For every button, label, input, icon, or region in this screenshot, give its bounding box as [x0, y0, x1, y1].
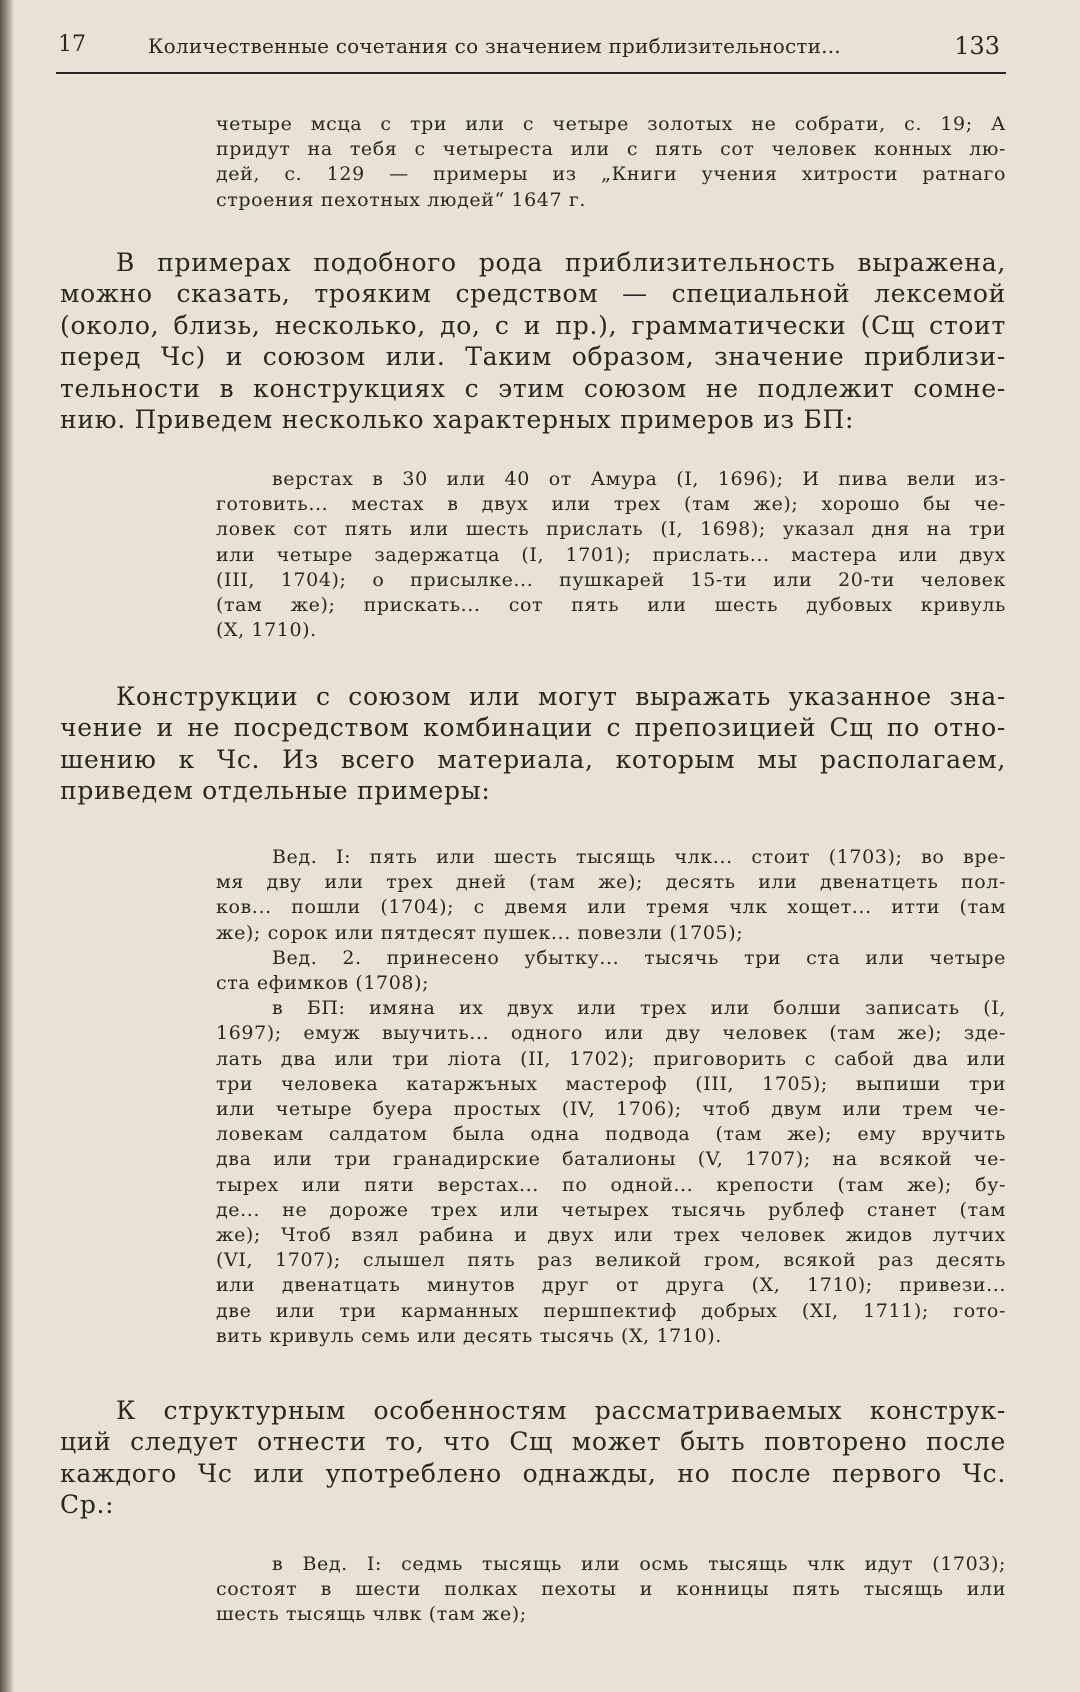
body-paragraph-3: [60, 1395, 1006, 1521]
text-line: верстах в 30 или 40 от Амура (I, 1696); И пива вели из-: [272, 468, 1006, 490]
text-line: четыре мсца с три или с четыре золотых не собрати, с. 19; А: [216, 113, 1006, 135]
text-line: в Вед. I: седмь тысящь или осмь тысящь члк идут (1703);: [272, 1553, 1006, 1575]
example-quote-2: [216, 467, 1006, 643]
text-line: де... не дороже трех или четырех тысячь рублеф станет (там: [216, 1198, 1006, 1221]
text-line: 1697); емуж выучить... одного или дву человек (там же); зде-: [216, 1022, 1006, 1045]
text-line: две или три карманных першпектиф добрых (XI, 1711); гото-: [216, 1299, 1006, 1322]
body-paragraph-1: [60, 247, 1006, 435]
text-line: (там же); прискать... сот пять или шесть дубовых кривуль: [216, 594, 1006, 617]
text-line: лать два или три лiота (II, 1702); приговорить с сабой два или: [216, 1047, 1006, 1070]
text-line: (X, 1710).: [216, 619, 317, 642]
text-line: ций следует отнести то, что Сщ может быть повторено после: [60, 1427, 1006, 1457]
text-line: мя дву или трех дней (там же); десять или двенатцеть пол-: [216, 871, 1006, 894]
text-line: или двенатцать минутов друг от друга (X, 1710); привези...: [216, 1274, 1006, 1297]
text-line: К структурным особенностям рассматриваемых конструк-: [116, 1396, 1006, 1425]
left-page-number: 17: [58, 32, 86, 57]
text-line: три человека катаржъных мастероф (III, 1705); выпиши три: [216, 1072, 1006, 1095]
text-line: нию. Приведем несколько характерных примеров из БП:: [60, 405, 855, 435]
text-line: состоят в шести полках пехоты и конницы пять тысящь или: [216, 1578, 1006, 1601]
text-line: шесть тысящь члвк (там же);: [216, 1603, 527, 1626]
text-line: готовить... местах в двух или трех (там же); хорошо бы че-: [216, 493, 1006, 516]
text-line: Ср.:: [60, 1490, 115, 1520]
text-line: ков... пошли (1704); с двемя или тремя члк хощет... итти (там: [216, 896, 1006, 919]
running-title: Количественные сочетания со значением приблизительности...: [148, 34, 841, 58]
text-line: тырех или пяти верстах... по одной... крепости (там же); бу-: [216, 1173, 1006, 1196]
page-number: 133: [954, 32, 1000, 60]
text-line: вить кривуль семь или десять тысячь (X, 1710).: [216, 1324, 722, 1347]
text-line: или четыре буера простых (IV, 1706); чтоб двум или трем че-: [216, 1098, 1006, 1121]
text-line: перед Чс) и союзом или. Таким образом, значение приблизи-: [60, 342, 1006, 372]
text-line: приведем отдельные примеры:: [60, 776, 491, 806]
text-line: ловек сот пять или шесть прислать (I, 1698); указал дня на три: [216, 518, 1006, 541]
header-rule: [56, 72, 1006, 74]
text-line: ста ефимков (1708);: [216, 972, 430, 995]
text-line: Вед. 2. принесено убытку... тысячь три ста или четыре: [272, 946, 1006, 969]
body-paragraph-2: [60, 681, 1006, 807]
text-line: придут на тебя с четыреста или с пять сот человек конных лю-: [216, 138, 1006, 161]
example-quote-3: [216, 845, 1006, 1349]
text-line: шению к Чс. Из всего материала, которым мы располагаем,: [60, 744, 1006, 774]
text-line: ловекам салдатом была одна подвода (там же); ему вручить: [216, 1123, 1006, 1146]
example-quote-1: [216, 112, 1006, 213]
book-spine-shadow: [0, 0, 14, 1692]
text-line: Конструкции с союзом или могут выражать указанное зна-: [116, 682, 1006, 711]
text-line: (около, близь, несколько, до, с и пр.), грамматически (Сщ стоит: [60, 310, 1006, 340]
text-line: строения пехотных людей“ 1647 г.: [216, 188, 587, 211]
text-line: (III, 1704); о присылке... пушкарей 15-ти или 20-ти человек: [216, 568, 1006, 591]
text-line: Вед. I: пять или шесть тысящь члк... стоит (1703); во вре-: [272, 846, 1006, 868]
text-line: можно сказать, трояким средством — специальной лексемой: [60, 279, 1006, 309]
text-line: (VI, 1707); слышел пять раз великой гром, всякой раз десять: [216, 1249, 1006, 1272]
text-line: же); сорок или пятдесят пушек... повезли (1705);: [216, 921, 744, 944]
text-line: В примерах подобного рода приблизительность выражена,: [116, 248, 1006, 277]
text-line: чение и не посредством комбинации с препозицией Сщ по отно-: [60, 713, 1006, 743]
text-line: каждого Чс или употреблено однажды, но после первого Чс.: [60, 1458, 1006, 1488]
text-line: тельности в конструкциях с этим союзом не подлежит сомне-: [60, 373, 1006, 403]
text-line: в БП: имяна их двух или трех или болши записать (I,: [272, 997, 1006, 1020]
text-line: или четыре задержатца (I, 1701); прислать... мастера или двух: [216, 543, 1006, 566]
text-line: два или три гранадирские баталионы (V, 1707); на всякой че-: [216, 1148, 1006, 1171]
book-page: [56, 0, 1008, 1692]
text-line: дей, с. 129 — примеры из „Книги учения хитрости ратнаго: [216, 163, 1006, 186]
example-quote-4: [216, 1552, 1006, 1628]
running-header: [56, 32, 1008, 64]
text-line: же); Чтоб взял рабина и двух или трех человек жидов лутчих: [216, 1224, 1006, 1247]
